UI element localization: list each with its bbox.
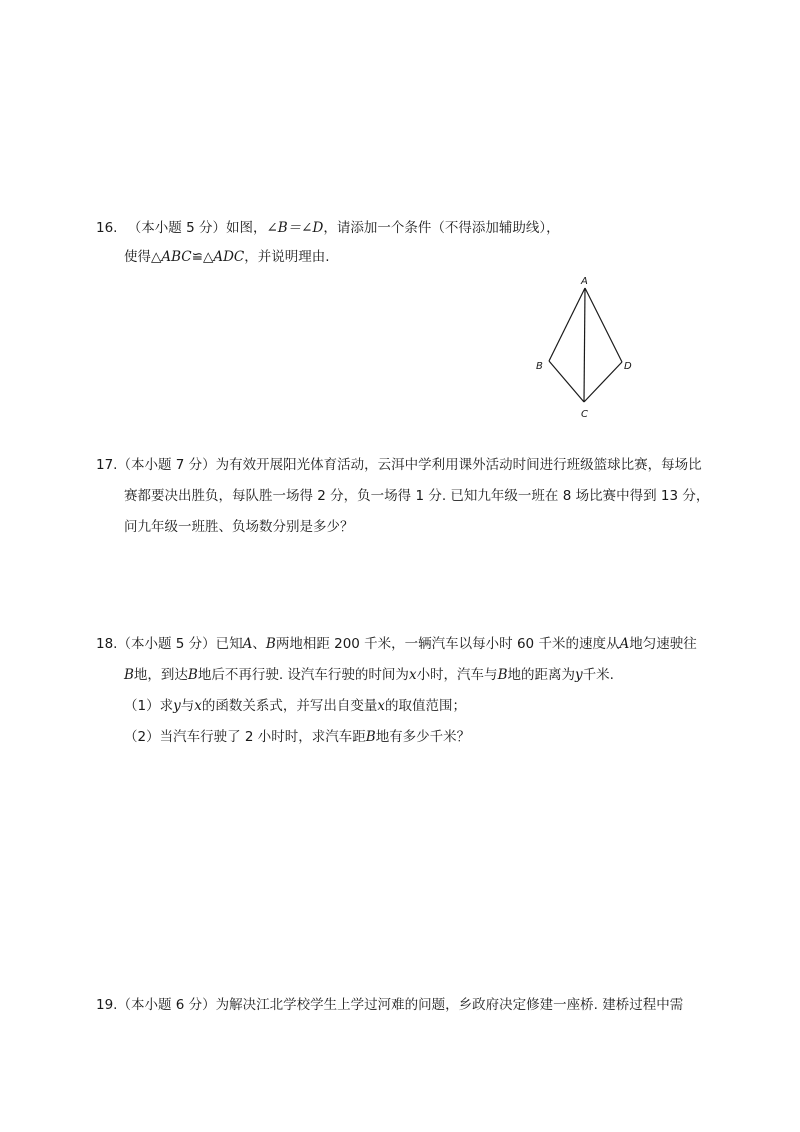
q17-line-3: 问九年级一班胜、负场数分别是多少？	[124, 519, 354, 535]
edge-ac	[584, 288, 585, 402]
q16-triangle-abc: ABC	[161, 249, 192, 265]
q16-kite-figure	[530, 272, 640, 424]
q16-line-1	[96, 218, 560, 238]
q18-line-2: B地，到达B地后不再行驶. 设汽车行驶的时间为x小时，汽车与B地的距离为y千米.	[124, 667, 614, 683]
q16-score: （本小题 5 分）如图，	[127, 220, 267, 236]
q16-instruction: ，请添加一个条件（不得添加辅助线），	[323, 220, 560, 236]
label-c: C	[581, 409, 588, 420]
q16-triangle-adc: ADC	[213, 249, 245, 265]
q19-line-1: 19.（本小题 6 分）为解决江北学校学生上学过河难的问题，乡政府决定修建一座桥. 建桥过程中需	[96, 997, 684, 1013]
label-d: D	[624, 361, 632, 372]
q16-angle-condition: ∠B＝∠D	[266, 220, 324, 236]
edge-ab	[549, 288, 585, 361]
q17-line-1: 17.（本小题 7 分）为有效开展阳光体育活动，云洱中学利用课外活动时间进行班级篮球比赛，每场比	[96, 457, 702, 473]
label-b: B	[536, 361, 543, 372]
q18-part-2: （2）当汽车行驶了 2 小时时，求汽车距B地有多少千米？	[124, 729, 471, 745]
edge-bc	[549, 361, 584, 402]
q16-number: 16.	[96, 220, 118, 236]
q18-part-1: （1）求y与x的函数关系式，并写出自变量x的取值范围；	[124, 698, 466, 714]
edge-ad	[585, 288, 622, 362]
edge-dc	[584, 362, 622, 402]
q16-line-2: 使得△ABC≌△ADC，并说明理由.	[124, 249, 330, 265]
q18-line-1: 18.（本小题 5 分）已知A、B两地相距 200 千米，一辆汽车以每小时 60 千米的速度从A地匀速驶往	[96, 636, 697, 652]
q17-line-2: 赛都要决出胜负，每队胜一场得 2 分，负一场得 1 分. 已知九年级一班在 8 场比赛中得到 13 分，	[124, 488, 710, 504]
label-a: A	[581, 276, 588, 287]
